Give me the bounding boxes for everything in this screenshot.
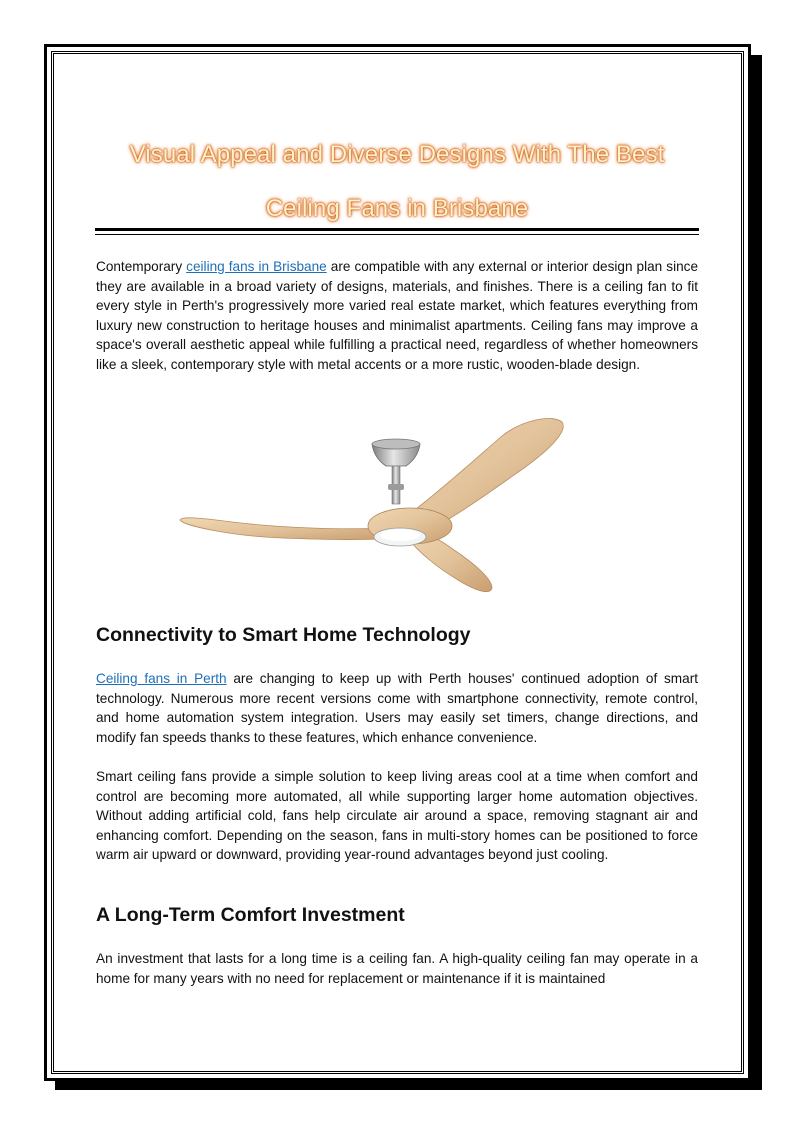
section-heading-smart-home: Connectivity to Smart Home Technology: [96, 624, 471, 646]
smart-home-paragraph-2: Smart ceiling fans provide a simple solution to keep living areas cool at a time when comfort and control are becoming more automated, all while supporting larger home automation objectives. Without adding artificial cold, fans help circulate air around a space, removing stagnant air and enhancing comfort. Depending on the season, fans in multi-story homes can be positioned to force warm air upward or downward, providing year-round advantages beyond just cooling.: [96, 769, 698, 863]
intro-paragraph: [96, 257, 698, 375]
page-title: Visual Appeal and Diverse Designs With The Best Ceiling Fans in Brisbane: [129, 141, 665, 222]
investment-paragraph-1: An investment that lasts for a long time is a ceiling fan. A high-quality ceiling fan may operate in a home for many years with no need for replacement or maintenance if it is maintained: [96, 951, 698, 986]
intro-text-rest: are compatible with any external or interior design plan since they are available in a broad variety of designs, materials, and finishes. There is a ceiling fan to fit every style in Perth's progressively more varied real estate market, which features everything from luxury new construction to heritage houses and minimalist apartments. Ceiling fans may improve a space's overall aesthetic appeal while fulfilling a practical need, regardless of whether homeowners like a sleek, contemporary style with metal accents or a more rustic, wooden-blade design.: [96, 259, 699, 372]
smart-home-paragraph-1: [96, 669, 698, 747]
perth-fans-link[interactable]: Ceiling fans in Perth: [96, 671, 227, 686]
title-divider-thin: [95, 234, 699, 235]
smart-home-paragraph-1-text: are changing to keep up with Perth houses' continued adoption of smart technology. Numerous more recent versions come with smartphone connectivity, remote control, and home automation system integration. Users may easily set timers, change directions, and modify fan speeds thanks to these features, which enhance convenience.: [96, 671, 698, 745]
section-heading-investment: A Long-Term Comfort Investment: [96, 904, 405, 926]
ceiling-fan-image: [172, 412, 572, 602]
intro-text-start: Contemporary: [96, 259, 187, 274]
title-divider: [95, 228, 699, 231]
brisbane-fans-link[interactable]: ceiling fans in Brisbane: [186, 259, 327, 274]
